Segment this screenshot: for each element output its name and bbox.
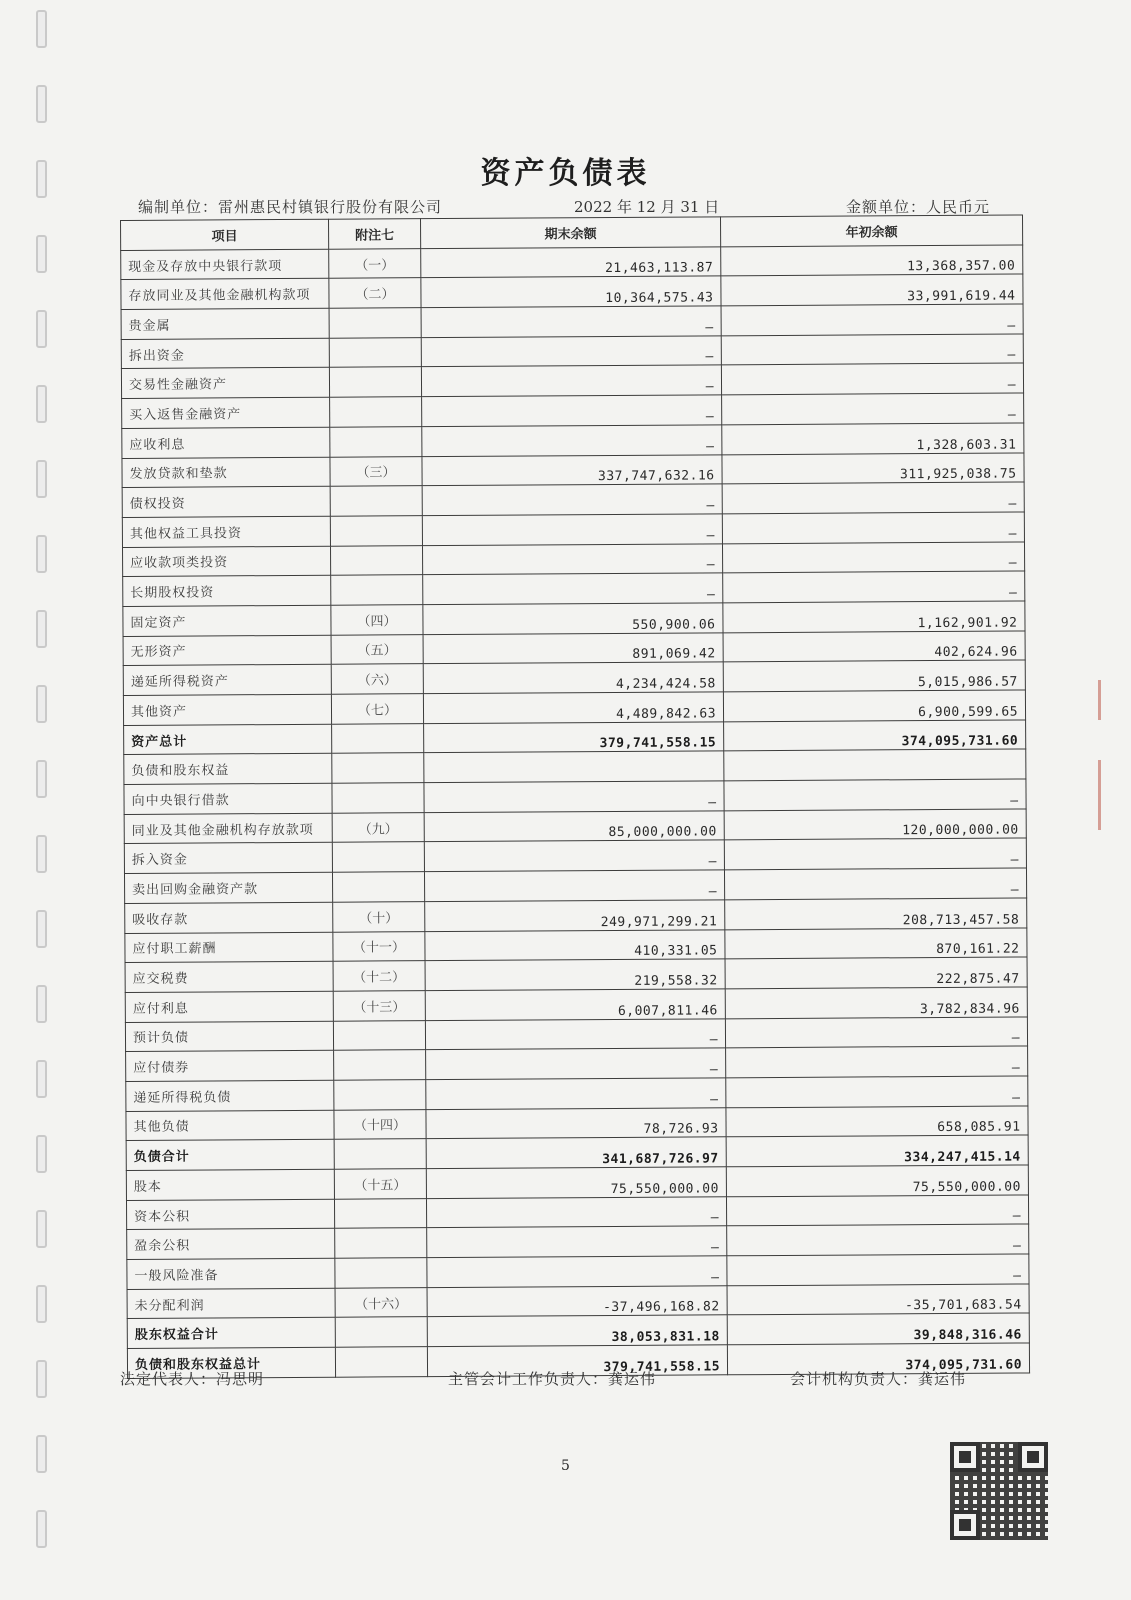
row-note-ref: （六）	[331, 664, 423, 694]
row-item-label: 买入返售金融资产	[122, 397, 330, 428]
row-ending-balance: –	[423, 573, 723, 605]
row-ending-balance: –	[422, 484, 722, 516]
row-item-label: 资产总计	[124, 724, 332, 755]
currency-unit: 金额单位：人民币元	[846, 198, 991, 216]
row-ending-balance: 379,741,558.15	[424, 722, 724, 754]
row-note-ref: （七）	[331, 694, 423, 724]
row-ending-balance: –	[426, 1197, 726, 1229]
row-item-label: 应付利息	[125, 991, 333, 1022]
header-ending-balance: 期末余额	[420, 217, 720, 249]
row-item-label: 应付债券	[126, 1050, 334, 1081]
row-ending-balance: 341,687,726.97	[426, 1137, 726, 1169]
row-ending-balance: 249,971,299.21	[425, 900, 725, 932]
binding-hole-icon	[36, 760, 47, 798]
binding-hole-icon	[36, 310, 47, 348]
row-note-ref	[334, 1139, 426, 1169]
row-ending-balance: 891,069.42	[423, 632, 723, 664]
row-beginning-balance: 870,161.22	[725, 927, 1027, 959]
row-item-label: 发放贷款和垫款	[122, 457, 330, 488]
row-item-label: 吸收存款	[125, 902, 333, 933]
binding-hole-icon	[36, 385, 47, 423]
row-item-label: 应收款项类投资	[122, 546, 330, 577]
row-note-ref	[335, 1258, 427, 1288]
row-note-ref	[329, 337, 421, 367]
row-ending-balance: 10,364,575.43	[421, 276, 721, 308]
row-note-ref: （三）	[330, 456, 422, 486]
binding-hole-icon	[36, 1285, 47, 1323]
row-ending-balance: 75,550,000.00	[426, 1167, 726, 1199]
row-beginning-balance: –	[721, 334, 1023, 366]
binding-hole-icon	[36, 460, 47, 498]
binding-hole-icon	[36, 910, 47, 948]
row-item-label: 股东权益合计	[127, 1318, 335, 1349]
row-ending-balance: 379,741,558.15	[427, 1345, 727, 1377]
qr-code-icon	[950, 1442, 1048, 1540]
binding-hole-icon	[36, 1135, 47, 1173]
row-item-label: 负债和股东权益	[124, 754, 332, 785]
row-beginning-balance: –	[722, 512, 1024, 544]
row-ending-balance: –	[421, 365, 721, 397]
row-note-ref	[332, 723, 424, 753]
binding-hole-icon	[36, 85, 47, 123]
balance-sheet-table	[120, 214, 1030, 1378]
row-note-ref	[334, 1198, 426, 1228]
row-beginning-balance: 374,095,731.60	[724, 720, 1026, 752]
row-item-label: 应交税费	[125, 961, 333, 992]
row-note-ref	[332, 872, 424, 902]
row-note-ref	[332, 753, 424, 783]
row-note-ref	[335, 1317, 427, 1347]
row-item-label: 其他负债	[126, 1110, 334, 1141]
row-ending-balance: 6,007,811.46	[425, 989, 725, 1021]
row-beginning-balance: 311,925,038.75	[722, 452, 1024, 484]
row-note-ref: （二）	[329, 278, 421, 308]
binding-hole-icon	[36, 10, 47, 48]
row-note-ref: （十五）	[334, 1169, 426, 1199]
row-item-label: 应付职工薪酬	[125, 932, 333, 963]
row-beginning-balance	[724, 749, 1026, 781]
row-note-ref: （十二）	[333, 961, 425, 991]
row-ending-balance: –	[425, 1018, 725, 1050]
row-ending-balance: 4,489,842.63	[423, 692, 723, 724]
row-beginning-balance: –	[721, 304, 1023, 336]
row-item-label: 未分配利润	[127, 1288, 335, 1319]
row-item-label: 拆出资金	[121, 338, 329, 369]
binding-hole-icon	[36, 685, 47, 723]
row-item-label: 贵金属	[121, 308, 329, 339]
row-item-label: 债权投资	[122, 486, 330, 517]
row-ending-balance: –	[424, 840, 724, 872]
row-beginning-balance: –	[724, 779, 1026, 811]
row-ending-balance: –	[424, 870, 724, 902]
row-note-ref	[334, 1050, 426, 1080]
row-beginning-balance: 1,328,603.31	[722, 423, 1024, 455]
row-note-ref	[333, 1020, 425, 1050]
row-ending-balance: –	[422, 395, 722, 427]
row-ending-balance: 85,000,000.00	[424, 811, 724, 843]
row-note-ref: （十四）	[334, 1109, 426, 1139]
row-item-label: 递延所得税资产	[123, 665, 331, 696]
row-beginning-balance: 208,713,457.58	[725, 898, 1027, 930]
row-item-label: 其他权益工具投资	[122, 516, 330, 547]
row-note-ref	[329, 308, 421, 338]
row-ending-balance: –	[422, 514, 722, 546]
row-ending-balance: –	[422, 543, 722, 575]
row-item-label: 一般风险准备	[127, 1258, 335, 1289]
row-beginning-balance: –	[726, 1195, 1028, 1227]
row-beginning-balance: 374,095,731.60	[727, 1343, 1029, 1375]
row-ending-balance: –	[427, 1256, 727, 1288]
row-note-ref: （十三）	[333, 991, 425, 1021]
row-note-ref: （九）	[332, 812, 424, 842]
row-beginning-balance: 3,782,834.96	[725, 987, 1027, 1019]
row-item-label: 无形资产	[123, 635, 331, 666]
row-beginning-balance: –	[726, 1076, 1028, 1108]
row-beginning-balance: –	[721, 363, 1023, 395]
binding-hole-icon	[36, 535, 47, 573]
row-beginning-balance: –	[722, 542, 1024, 574]
row-ending-balance: 21,463,113.87	[421, 247, 721, 279]
row-note-ref	[330, 397, 422, 427]
row-ending-balance: 78,726.93	[426, 1107, 726, 1139]
row-beginning-balance: 658,085.91	[726, 1106, 1028, 1138]
row-beginning-balance: 5,015,986.57	[723, 660, 1025, 692]
row-ending-balance: –	[421, 306, 721, 338]
row-beginning-balance: 334,247,415.14	[726, 1135, 1028, 1167]
row-note-ref: （十）	[333, 901, 425, 931]
row-item-label: 其他资产	[123, 694, 331, 725]
row-beginning-balance: 222,875.47	[725, 957, 1027, 989]
row-item-label: 预计负债	[125, 1021, 333, 1052]
row-ending-balance: –	[424, 781, 724, 813]
row-note-ref	[332, 783, 424, 813]
row-note-ref: （五）	[331, 634, 423, 664]
row-beginning-balance: 120,000,000.00	[724, 809, 1026, 841]
row-ending-balance: –	[427, 1226, 727, 1258]
row-beginning-balance: –	[724, 868, 1026, 900]
page-number: 5	[561, 1458, 570, 1474]
row-beginning-balance: –	[722, 482, 1024, 514]
binding-holes	[28, 0, 58, 1600]
reporting-entity: 编制单位：雷州惠民村镇银行股份有限公司	[138, 198, 443, 216]
row-beginning-balance: –	[725, 1017, 1027, 1049]
row-item-label: 盈余公积	[127, 1229, 335, 1260]
row-beginning-balance: 75,550,000.00	[726, 1165, 1028, 1197]
row-beginning-balance: 402,624.96	[723, 631, 1025, 663]
row-beginning-balance: 39,848,316.46	[727, 1313, 1029, 1345]
binding-hole-icon	[36, 1360, 47, 1398]
row-item-label: 拆入资金	[124, 843, 332, 874]
row-note-ref: （十一）	[333, 931, 425, 961]
row-item-label: 资本公积	[126, 1199, 334, 1230]
row-note-ref	[330, 426, 422, 456]
binding-hole-icon	[36, 985, 47, 1023]
row-beginning-balance: –	[727, 1254, 1029, 1286]
row-note-ref	[330, 516, 422, 546]
row-item-label: 同业及其他金融机构存放款项	[124, 813, 332, 844]
accounting-dept-head: 会计机构负责人：龚运伟	[790, 1370, 967, 1388]
edge-stamp-mark	[1098, 680, 1101, 720]
row-ending-balance	[424, 751, 724, 783]
row-note-ref	[330, 545, 422, 575]
row-ending-balance: –	[426, 1048, 726, 1080]
row-ending-balance: –	[422, 425, 722, 457]
row-item-label: 现金及存放中央银行款项	[121, 249, 329, 280]
row-note-ref	[335, 1347, 427, 1377]
row-note-ref	[329, 367, 421, 397]
accounting-supervisor: 主管会计工作负责人：龚运伟	[448, 1370, 657, 1388]
row-item-label: 交易性金融资产	[121, 368, 329, 399]
row-ending-balance: -37,496,168.82	[427, 1286, 727, 1318]
header-beginning-balance: 年初余额	[720, 215, 1022, 247]
row-beginning-balance: 33,991,619.44	[721, 274, 1023, 306]
row-note-ref	[330, 486, 422, 516]
binding-hole-icon	[36, 1060, 47, 1098]
row-item-label: 递延所得税负债	[126, 1080, 334, 1111]
row-note-ref: （一）	[329, 248, 421, 278]
row-item-label: 存放同业及其他金融机构款项	[121, 279, 329, 310]
binding-hole-icon	[36, 610, 47, 648]
row-note-ref	[332, 842, 424, 872]
row-ending-balance: 337,747,632.16	[422, 454, 722, 486]
row-beginning-balance: -35,701,683.54	[727, 1284, 1029, 1316]
row-item-label: 固定资产	[123, 605, 331, 636]
binding-hole-icon	[36, 1510, 47, 1548]
row-beginning-balance: –	[722, 393, 1024, 425]
header-item: 项目	[121, 219, 329, 250]
row-item-label: 卖出回购金融资产款	[124, 872, 332, 903]
row-item-label: 长期股权投资	[123, 575, 331, 606]
row-beginning-balance: –	[727, 1224, 1029, 1256]
row-note-ref	[334, 1080, 426, 1110]
row-note-ref: （四）	[331, 605, 423, 635]
document-title: 资产负债表	[480, 156, 651, 191]
row-beginning-balance: 13,368,357.00	[721, 245, 1023, 277]
row-beginning-balance: 6,900,599.65	[723, 690, 1025, 722]
row-beginning-balance: 1,162,901.92	[723, 601, 1025, 633]
row-item-label: 负债合计	[126, 1140, 334, 1171]
row-item-label: 向中央银行借款	[124, 783, 332, 814]
row-note-ref	[331, 575, 423, 605]
header-note: 附注七	[328, 219, 420, 249]
row-ending-balance: 4,234,424.58	[423, 662, 723, 694]
row-note-ref: （十六）	[335, 1287, 427, 1317]
row-beginning-balance: –	[723, 571, 1025, 603]
row-item-label: 应收利息	[122, 427, 330, 458]
binding-hole-icon	[36, 235, 47, 273]
row-beginning-balance: –	[724, 838, 1026, 870]
row-item-label: 负债和股东权益总计	[127, 1347, 335, 1378]
row-item-label: 股本	[126, 1169, 334, 1200]
row-beginning-balance: –	[726, 1046, 1028, 1078]
row-ending-balance: 550,900.06	[423, 603, 723, 635]
row-note-ref	[335, 1228, 427, 1258]
binding-hole-icon	[36, 835, 47, 873]
report-date: 2022 年 12 月 31 日	[574, 198, 720, 216]
row-ending-balance: 410,331.05	[425, 929, 725, 961]
row-ending-balance: 219,558.32	[425, 959, 725, 991]
edge-stamp-mark	[1098, 760, 1101, 830]
binding-hole-icon	[36, 1210, 47, 1248]
row-ending-balance: –	[421, 336, 721, 368]
row-ending-balance: –	[426, 1078, 726, 1110]
row-ending-balance: 38,053,831.18	[427, 1315, 727, 1347]
legal-representative: 法定代表人：冯思明	[120, 1370, 265, 1388]
